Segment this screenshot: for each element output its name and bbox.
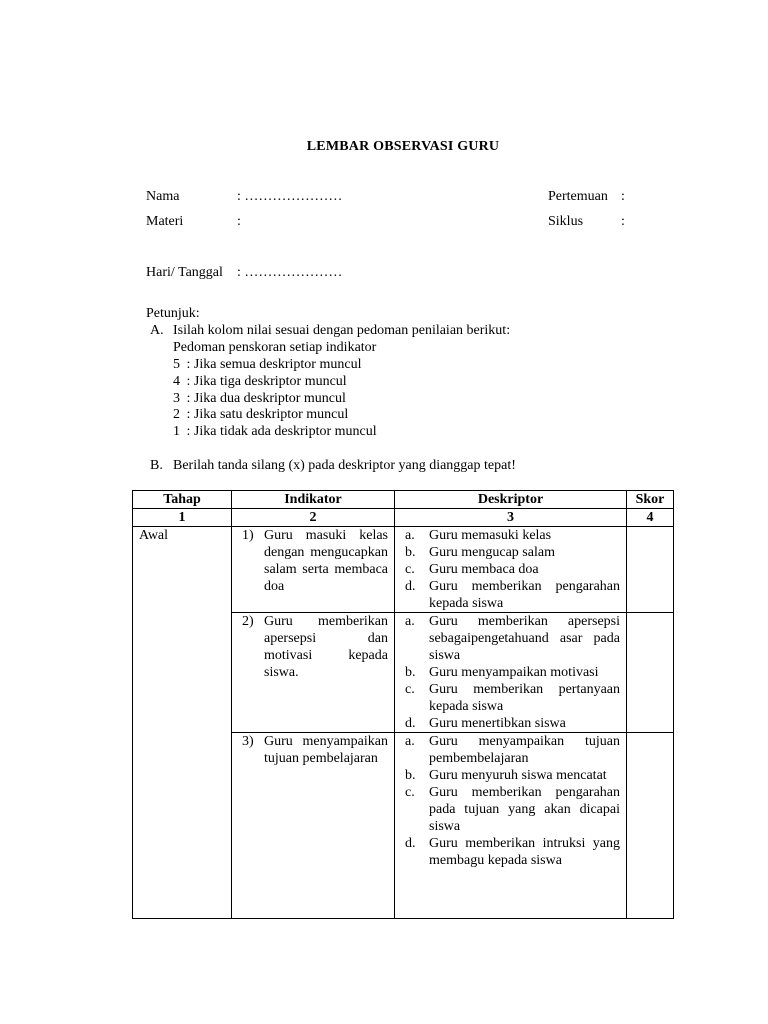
petunjuk-b-marker: B. [150,458,163,473]
observation-table [132,490,674,919]
deskriptor-item: b. Guru menyampaikan motivasi [405,665,599,680]
header-indikator: Indikator [232,491,395,509]
materi-label: Materi [146,214,184,229]
col-number: 2 [232,509,395,527]
deskriptor-cell [395,527,627,613]
score-item: 2 : Jika satu deskriptor muncul [173,407,349,422]
deskriptor-item: d. Guru memberikan pengarahan kepada siswa [405,579,620,611]
deskriptor-item: c. Guru memberikan pengarahan pada tujuan yang akan dicapai siswa [405,785,620,834]
indikator-number: 1) [242,528,254,543]
deskriptor-item: a. Guru memberikan apersepsi sebagaipengetahuand asar pada siswa [405,614,620,663]
petunjuk-heading: Petunjuk: [146,306,200,321]
nama-label: Nama [146,189,180,204]
pertemuan-value: : [621,189,625,204]
table-header-row [133,491,674,509]
indikator-cell [232,613,395,733]
deskriptor-item: d. Guru menertibkan siswa [405,716,566,731]
indikator-text: Guru masuki kelas dengan mengucapkan salam serta membaca doa [264,528,388,594]
pedoman-heading: Pedoman penskoran setiap indikator [173,340,377,355]
deskriptor-item: c. Guru membaca doa [405,562,539,577]
score-item: 3 : Jika dua deskriptor muncul [173,391,346,406]
header-tahap: Tahap [133,491,232,509]
deskriptor-item: a. Guru memasuki kelas [405,528,552,543]
score-item: 4 : Jika tiga deskriptor muncul [173,374,347,389]
tahap-cell: Awal [133,527,232,919]
skor-cell[interactable] [627,613,674,733]
siklus-value: : [621,214,625,229]
siklus-label: Siklus [548,214,584,229]
col-number: 1 [133,509,232,527]
indikator-text: Guru menyampaikan tujuan pembelajaran [264,734,388,766]
deskriptor-cell [395,613,627,733]
nama-value: : ………………… [237,189,343,204]
column-number-row [133,509,674,527]
col-number: 4 [627,509,674,527]
petunjuk-b-text: Berilah tanda silang (x) pada deskriptor yang dianggap tepat! [173,458,516,473]
pertemuan-label: Pertemuan [548,189,608,204]
header-skor: Skor [627,491,674,509]
deskriptor-item: b. Guru menyuruh siswa mencatat [405,768,607,783]
indikator-number: 3) [242,734,254,749]
score-item: 1 : Jika tidak ada deskriptor muncul [173,424,377,439]
skor-cell[interactable] [627,733,674,919]
deskriptor-item: d. Guru memberikan intruksi yang membagu kepada siswa [405,836,620,868]
hari-tanggal-label: Hari/ Tanggal [146,265,223,280]
deskriptor-item: a. Guru menyampaikan tujuan pembembelajaran [405,734,620,766]
materi-value: : [237,214,241,229]
indikator-text: Guru memberikan apersepsi dan motivasi kepada siswa. [264,614,388,680]
col-number: 3 [395,509,627,527]
deskriptor-item: b. Guru mengucap salam [405,545,555,560]
deskriptor-cell [395,733,627,919]
indikator-cell [232,733,395,919]
indikator-number: 2) [242,614,254,629]
hari-tanggal-value: : ………………… [237,265,343,280]
petunjuk-a-marker: A. [150,323,164,338]
deskriptor-item: c. Guru memberikan pertanyaan kepada siswa [405,682,620,714]
table-row [133,527,674,613]
document-title: LEMBAR OBSERVASI GURU [306,139,500,154]
petunjuk-a-text: Isilah kolom nilai sesuai dengan pedoman penilaian berikut: [173,323,511,338]
indikator-cell [232,527,395,613]
header-deskriptor: Deskriptor [395,491,627,509]
score-item: 5 : Jika semua deskriptor muncul [173,357,362,372]
skor-cell[interactable] [627,527,674,613]
